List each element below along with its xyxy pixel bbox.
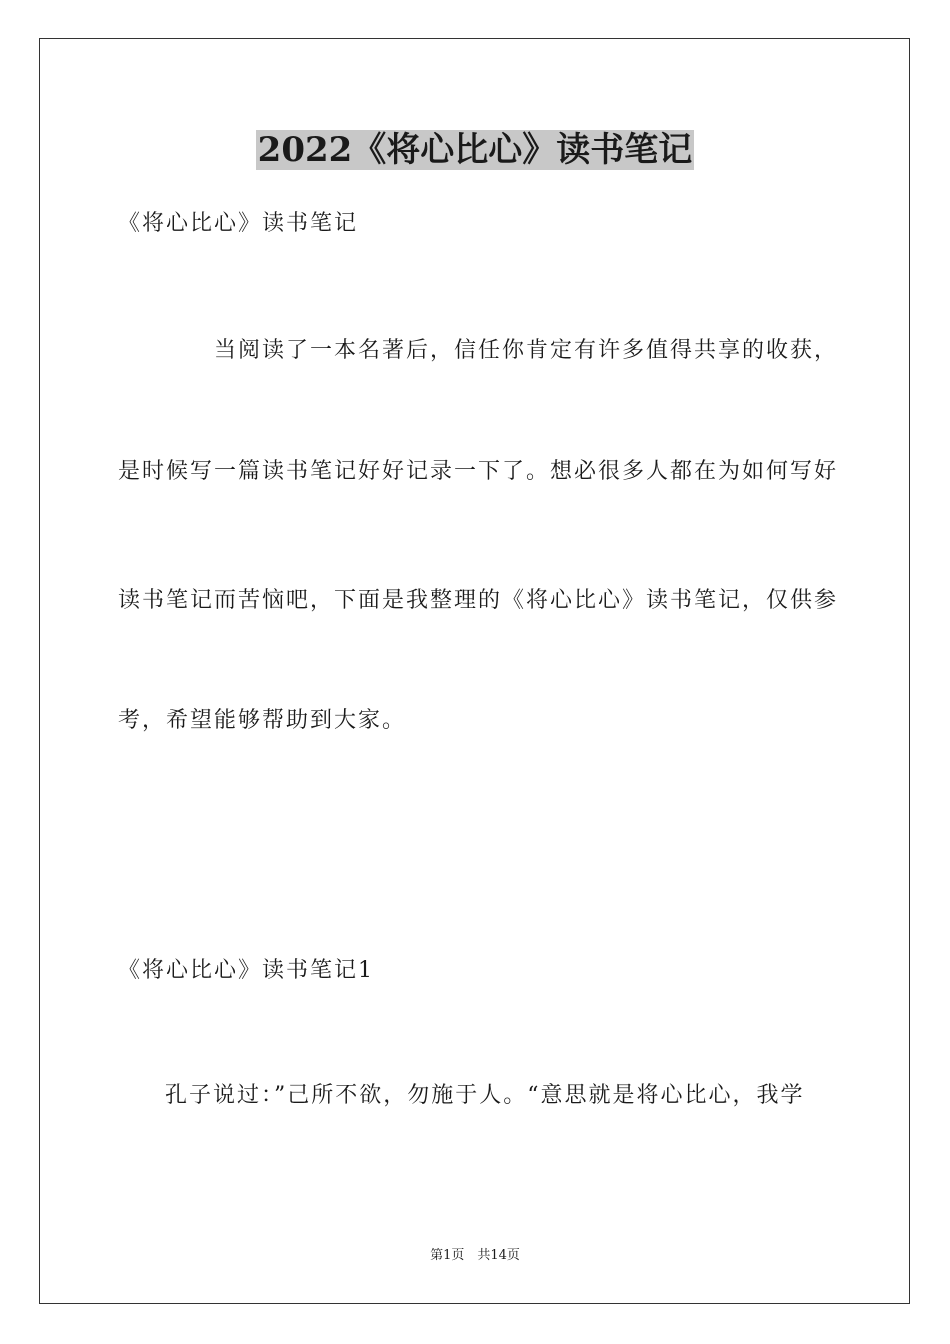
document-title (0, 126, 950, 174)
intro-line-4: 考，希望能够帮助到大家。 (118, 708, 407, 733)
section-line-1: 孔子说过：”己所不欲，勿施于人。“意思就是将心比心，我学 (165, 1083, 805, 1108)
page-number-footer: 第1页 共14页 (430, 1248, 520, 1263)
document-subtitle: 《将心比心》读书笔记 (118, 211, 359, 236)
intro-line-1: 当阅读了一本名著后，信任你肯定有许多值得共享的收获， (214, 338, 839, 363)
section-heading: 《将心比心》读书笔记1 (118, 958, 374, 983)
intro-line-2: 是时候写一篇读书笔记好好记录一下了。想必很多人都在为如何写好 (118, 459, 839, 484)
document-title-text: 2022《将心比心》读书笔记 (257, 130, 693, 170)
intro-line-3: 读书笔记而苦恼吧，下面是我整理的《将心比心》读书笔记，仅供参 (118, 588, 839, 613)
